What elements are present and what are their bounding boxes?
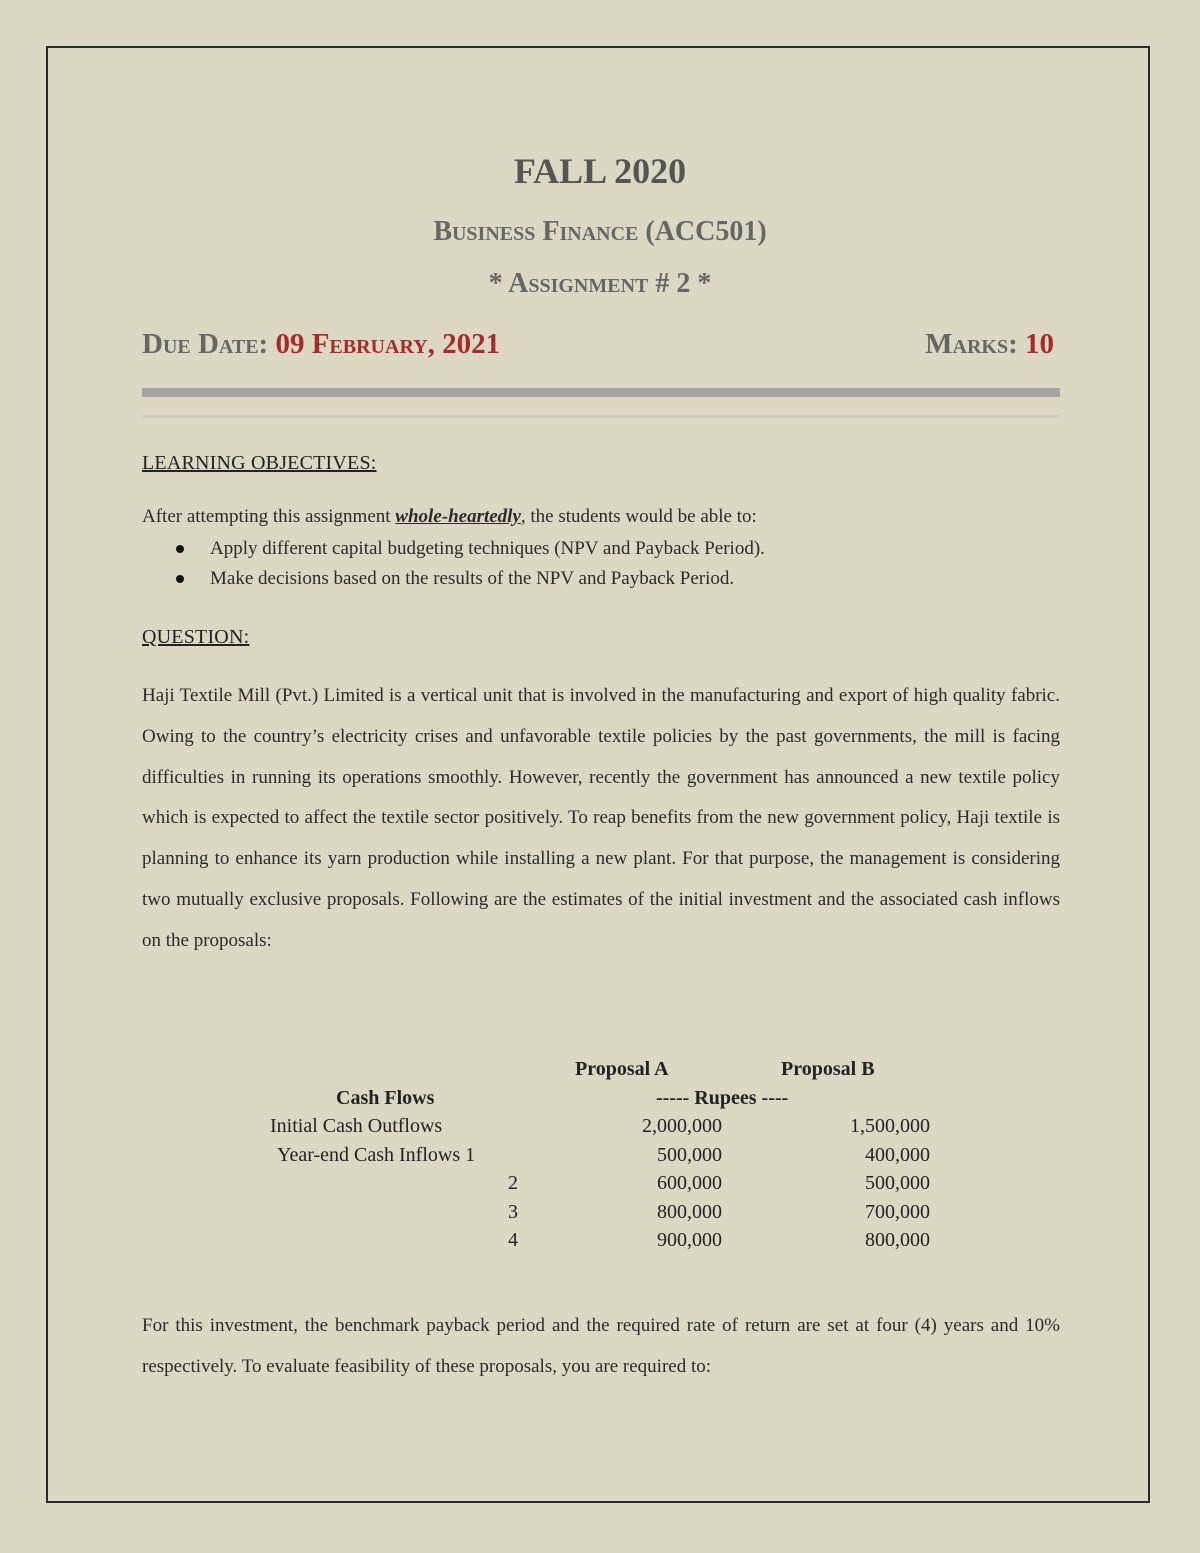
list-item: Make decisions based on the results of the NPV and Payback Period.: [172, 564, 765, 594]
objectives-intro: [142, 506, 1060, 528]
cell-proposal-b: 500,000: [865, 1172, 930, 1194]
cell-proposal-a: 800,000: [657, 1201, 722, 1223]
column-header-cash-flows: Cash Flows: [336, 1087, 435, 1109]
cell-proposal-b: 700,000: [865, 1201, 930, 1223]
marks-value: 10: [1025, 328, 1054, 360]
course-title: Business Finance (ACC501): [433, 216, 767, 247]
cell-proposal-a: 2,000,000: [642, 1115, 722, 1137]
header-divider-thick: [142, 388, 1060, 397]
intro-text-before: After attempting this assignment: [142, 506, 396, 527]
objectives-list: [172, 534, 765, 594]
intro-text-after: , the students would be able to:: [520, 506, 757, 527]
due-date: [142, 328, 500, 361]
cell-proposal-b: 1,500,000: [850, 1115, 930, 1137]
row-label: 3: [508, 1201, 518, 1223]
list-item: Apply different capital budgeting techniques (NPV and Payback Period).: [172, 534, 765, 564]
cell-proposal-a: 900,000: [657, 1229, 722, 1251]
cell-proposal-a: 500,000: [657, 1144, 722, 1166]
closing-paragraph: For this investment, the benchmark payback period and the required rate of return are set at four (4) years and 10% respectively. To evaluate feasibility of these proposals, you are required to:: [142, 1315, 1060, 1377]
marks: [925, 328, 1054, 361]
marks-label: Marks:: [925, 328, 1018, 360]
column-header-proposal-a: Proposal A: [575, 1058, 669, 1080]
question-heading: QUESTION:: [142, 626, 250, 648]
units-label: ----- Rupees ----: [656, 1087, 789, 1109]
due-date-label: Due Date:: [142, 328, 269, 360]
intro-emphasis: whole-heartedly: [395, 506, 521, 527]
question-paragraph: Haji Textile Mill (Pvt.) Limited is a vertical unit that is involved in the manufacturing and export of high quality fabric. Owing to the country’s electricity crises and unfavorable textile policies by the past governments, the mill is facing difficulties in running its operations smoothly. However, recently the government has announced a new textile policy which is expected to affect the textile sector positively. To reap benefits from the new government policy, Haji textile is planning to enhance its yarn production while installing a new plant. For that purpose, the management is considering two mutually exclusive proposals. Following are the estimates of the initial investment and the associated cash inflows on the proposals:: [142, 685, 1060, 951]
cell-proposal-a: 600,000: [657, 1172, 722, 1194]
row-label: Initial Cash Outflows: [270, 1115, 443, 1137]
page-title: FALL 2020: [513, 151, 687, 191]
row-label: 4: [508, 1229, 518, 1251]
objectives-heading: LEARNING OBJECTIVES:: [142, 452, 377, 474]
assignment-title: * Assignment # 2 *: [488, 268, 712, 299]
cell-proposal-b: 800,000: [865, 1229, 930, 1251]
column-header-proposal-b: Proposal B: [781, 1058, 875, 1080]
header-divider-thin: [142, 415, 1060, 418]
row-label: 2: [508, 1172, 518, 1194]
cash-flow-table: [0, 1056, 1200, 1256]
due-date-value: 09 February, 2021: [275, 328, 501, 360]
row-label: Year-end Cash Inflows 1: [277, 1144, 476, 1166]
cell-proposal-b: 400,000: [865, 1144, 930, 1166]
